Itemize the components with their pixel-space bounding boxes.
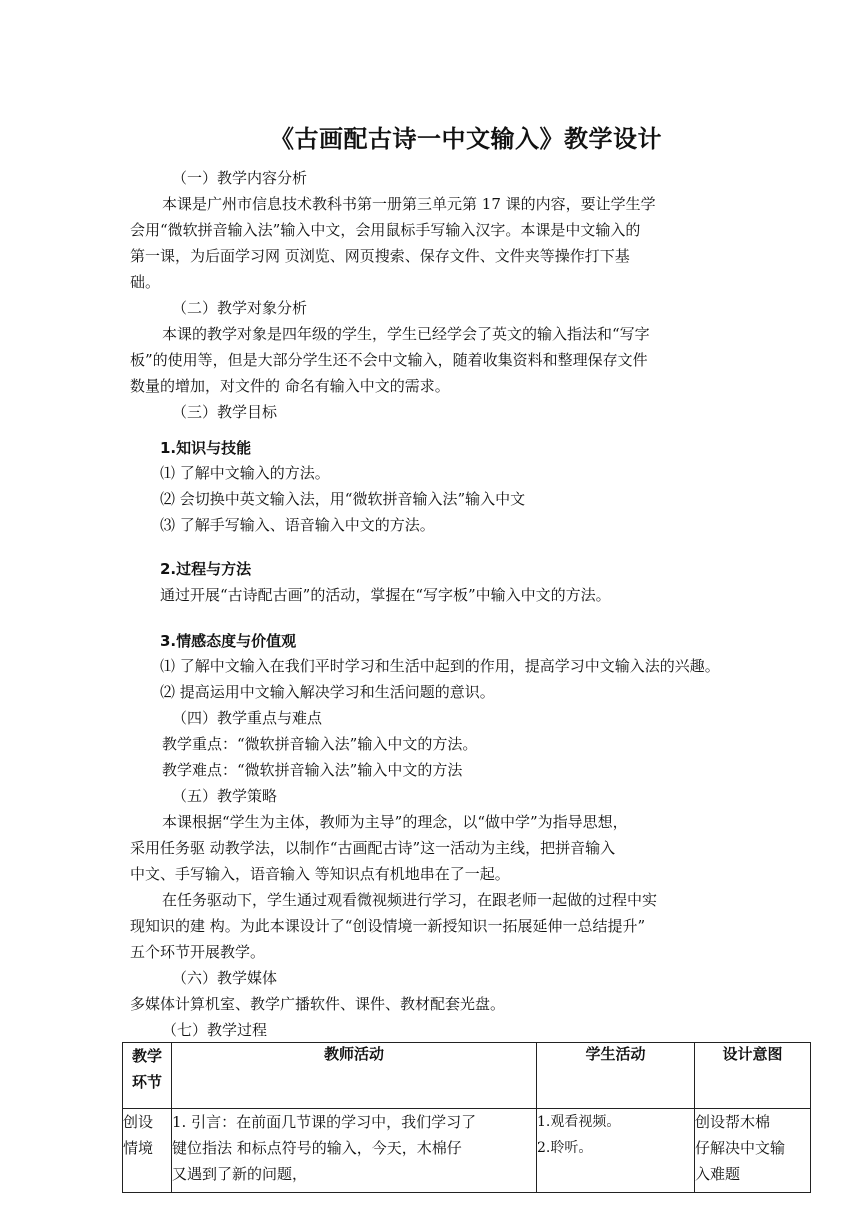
subheading-process-method: 2.过程与方法: [160, 560, 252, 578]
paragraph-line: 本课是广州市信息技术教科书第一册第三单元第 17 课的内容，要让学生学: [162, 195, 656, 213]
section-heading-media: （六）教学媒体: [172, 969, 278, 987]
paragraph-line: 多媒体计算机室、教学广播软件、课件、教材配套光盘。: [130, 995, 506, 1013]
paragraph-line: 本课的教学对象是四年级的学生，学生已经学会了英文的输入指法和“写字: [162, 325, 650, 343]
section-heading-objectives: （三）教学目标: [172, 403, 278, 421]
paragraph-line: 五个环节开展教学。: [130, 943, 266, 961]
header-teacher-activity: 教师活动: [172, 1043, 537, 1109]
paragraph-line: 本课根据“学生为主体，教师为主导”的理念，以“做中学”为指导思想，: [162, 813, 628, 831]
paragraph-line: 会用“微软拼音输入法”输入中文，会用鼠标手写输入汉字。本课是中文输入的: [130, 221, 641, 239]
list-item: ⑵ 会切换中英文输入法，用“微软拼音输入法”输入中文: [160, 490, 526, 508]
paragraph-line: 通过开展“古诗配古画”的活动，掌握在“写字板”中输入中文的方法。: [160, 586, 611, 604]
paragraph-line: 中文、手写输入，语音输入 等知识点有机地串在了一起。: [130, 865, 510, 883]
teaching-process-table: [122, 1042, 811, 1193]
header-student-activity: 学生活动: [537, 1043, 695, 1109]
header-design-intent: 设计意图: [695, 1043, 811, 1109]
list-item: ⑵ 提高运用中文输入解决学习和生活问题的意识。: [160, 683, 495, 701]
section-heading-key-points: （四）教学重点与难点: [172, 709, 323, 727]
paragraph-line: 第一课，为后面学习网 页浏览、网页搜索、保存文件、文件夹等操作打下基: [130, 247, 630, 265]
paragraph-line: 板”的使用等，但是大部分学生还不会中文输入，随着收集资料和整理保存文件: [130, 351, 648, 369]
paragraph-line: 教学重点：“微软拼音输入法”输入中文的方法。: [162, 735, 478, 753]
paragraph-line: 现知识的建 构。为此本课设计了“创设情境一新授知识一拓展延伸一总结提升”: [130, 917, 646, 935]
row-stage: 创设 情境: [123, 1109, 172, 1193]
row-design-intent: 创设帮木棉 仔解决中文输 入难题: [695, 1109, 811, 1193]
paragraph-line: 数量的增加，对文件的 命名有输入中文的需求。: [130, 377, 450, 395]
row-teacher-activity: 1. 引言：在前面几节课的学习中，我们学习了 键位指法 和标点符号的输入，今天，木棉仔 又遇到了新的问题，: [172, 1109, 537, 1193]
paragraph-line: 础。: [130, 273, 161, 291]
subheading-knowledge-skills: 1.知识与技能: [160, 439, 252, 457]
list-item: ⑴ 了解中文输入的方法。: [160, 464, 330, 482]
section-heading-strategy: （五）教学策略: [172, 787, 278, 805]
subheading-attitude-values: 3.情感态度与价值观: [160, 632, 297, 650]
section-heading-audience: （二）教学对象分析: [172, 299, 308, 317]
document-title: 《古画配古诗一中文输入》教学设计: [270, 124, 662, 153]
paragraph-line: 教学难点：“微软拼音输入法”输入中文的方法: [162, 761, 463, 779]
header-stage: 教学 环节: [123, 1043, 172, 1109]
paragraph-line: 在任务驱动下，学生通过观看微视频进行学习，在跟老师一起做的过程中实: [162, 891, 658, 909]
list-item: ⑴ 了解中文输入在我们平时学习和生活中起到的作用，提高学习中文输入法的兴趣。: [160, 657, 720, 675]
paragraph-line: 采用任务驱 动教学法，以制作“古画配古诗”这一活动为主线，把拼音输入: [130, 839, 616, 857]
row-student-activity: 1.观看视频。 2.聆听。: [537, 1109, 695, 1193]
section-heading-process: （七）教学过程: [162, 1021, 268, 1039]
section-heading-content-analysis: （一）教学内容分析: [172, 169, 308, 187]
list-item: ⑶ 了解手写输入、语音输入中文的方法。: [160, 516, 435, 534]
